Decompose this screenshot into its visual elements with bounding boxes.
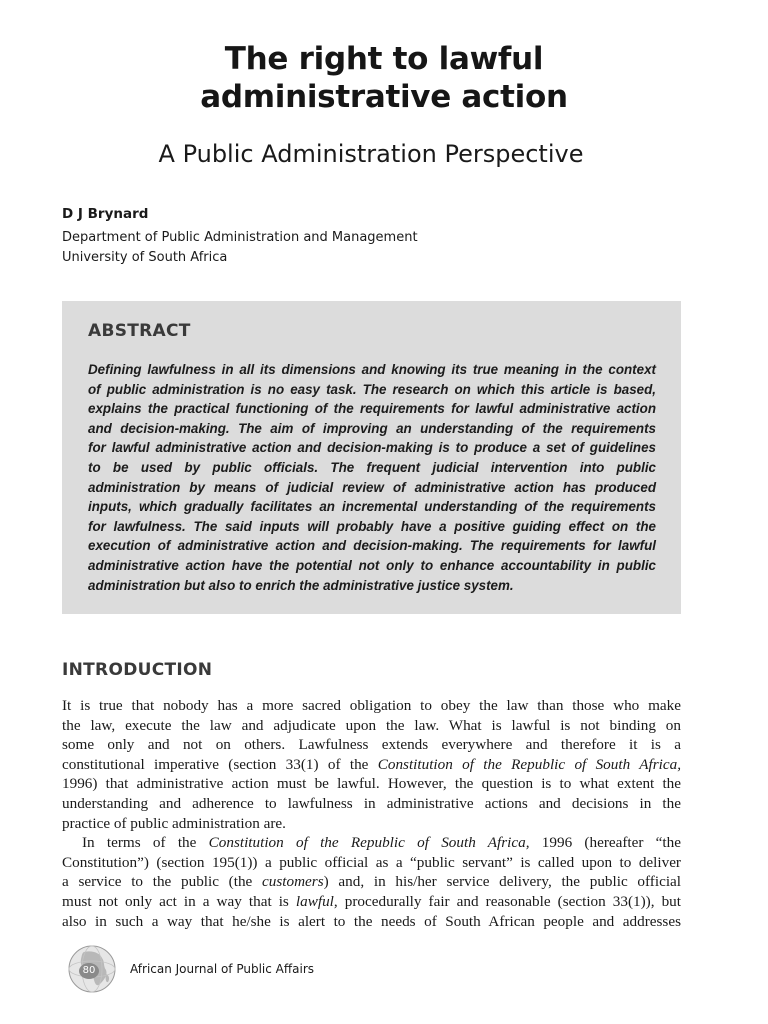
body-text-run: constitutional imperative (section 33(1) of the — [62, 755, 378, 773]
abstract-line: for lawfulness. The said inputs will probably have a positive guiding effect on the — [88, 518, 656, 534]
body-line — [62, 833, 681, 853]
constitution-citation: Constitution of the Republic of South Africa, — [208, 834, 530, 852]
article-subtitle: A Public Administration Perspective — [158, 140, 584, 168]
introduction-heading: INTRODUCTION — [62, 660, 213, 680]
body-line: practice of public administration are. — [62, 814, 286, 832]
affiliation-university: University of South Africa — [62, 249, 228, 265]
body-text-run: In terms of the — [82, 834, 209, 852]
abstract-line: explains the practical functioning of the requirements for lawful administrative action — [88, 401, 656, 417]
author-name: D J Brynard — [62, 206, 149, 222]
body-line: understanding and adherence to lawfulness in administrative actions and decisions in the — [62, 794, 681, 812]
body-text-run: 1996 (hereafter “the — [529, 834, 681, 852]
body-line — [62, 755, 681, 775]
abstract-line: execution of administrative action and decision-making. The requirements for lawful — [88, 538, 656, 554]
body-line: the law, execute the law and adjudicate upon the law. What is lawful is not binding on — [62, 716, 681, 734]
emphasis-customers: customers — [262, 873, 324, 891]
body-text-run: , procedurally fair and reasonable (section 33(1)), but — [333, 892, 681, 910]
abstract-line: of public administration is no easy task. The research on which this article is based, — [88, 381, 656, 397]
abstract-box — [62, 301, 681, 614]
abstract-line: and decision-making. The aim of improving an understanding of the requirements — [88, 420, 656, 436]
page-footer — [62, 944, 362, 994]
emphasis-lawful: lawful — [295, 892, 334, 910]
affiliation-department: Department of Public Administration and Management — [62, 230, 418, 245]
abstract-line: administrative action have the potential not only to enhance accountability in public — [88, 557, 656, 573]
article-title — [0, 40, 768, 116]
abstract-heading: ABSTRACT — [88, 321, 191, 341]
abstract-line: for lawful administrative action and decision-making is to produce a set of guidelines — [88, 440, 656, 456]
author-affiliation — [62, 228, 418, 267]
introduction-body — [62, 696, 681, 931]
body-text-run: ) and, in his/her service delivery, the public official — [323, 873, 681, 891]
abstract-line: administration but also to enrich the administrative justice system. — [88, 577, 514, 593]
abstract-text — [88, 360, 656, 595]
body-line — [62, 872, 681, 892]
body-line — [62, 892, 681, 912]
title-line-1: The right to lawful — [224, 41, 544, 77]
abstract-line: administration by means of judicial review of administrative action has produced — [88, 479, 656, 495]
abstract-line: to be used by public officials. The frequent judicial intervention into public — [88, 459, 656, 475]
abstract-line: Defining lawfulness in all its dimensions and knowing its true meaning in the context — [88, 362, 656, 377]
body-line: some only and not on others. Lawfulness extends everywhere and therefore it is a — [62, 736, 681, 754]
body-line: It is true that nobody has a more sacred obligation to obey the law than those who make — [62, 697, 681, 714]
page-number: 80 — [82, 965, 96, 976]
body-line: also in such a way that he/she is alert to the needs of South African people and addresses — [62, 912, 681, 930]
title-line-2: administrative action — [200, 79, 568, 115]
constitution-citation: Constitution of the Republic of South Africa, — [377, 755, 681, 773]
body-line: 1996) that administrative action must be lawful. However, the question is to what extent the — [62, 775, 681, 793]
body-line: Constitution”) (section 195(1)) a public official as a “public servant” is called upon to deliver — [62, 853, 681, 871]
journal-name: African Journal of Public Affairs — [130, 962, 315, 976]
body-text-run: a service to the public (the — [62, 873, 263, 891]
body-text-run: must not only act in a way that is — [62, 892, 296, 910]
abstract-line: inputs, which gradually facilitates an incremental understanding of the requirements — [88, 499, 656, 515]
